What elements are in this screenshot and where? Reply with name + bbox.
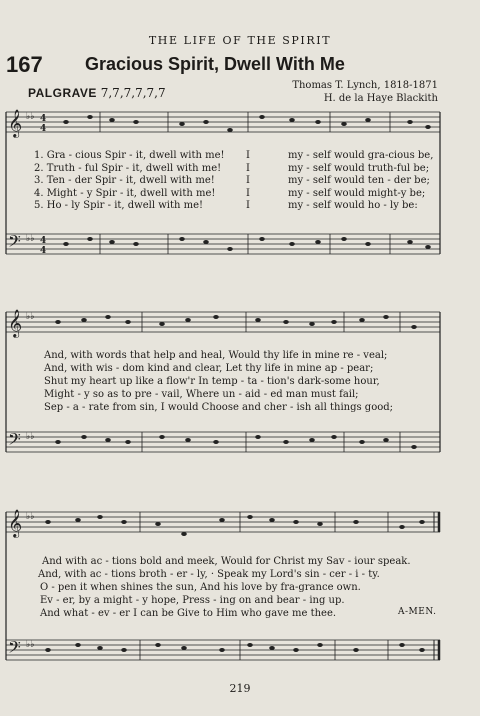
composer-credit: H. de la Haye Blackith	[323, 93, 438, 104]
bass-clef-icon: 𝄢	[8, 429, 21, 453]
author-credit: Thomas T. Lynch, 1818-1871	[292, 80, 438, 91]
meter: 7,7,7,7,7,7	[100, 86, 166, 100]
bass-clef-icon: 𝄢	[8, 231, 21, 255]
lyric-line: Might - y so as to pre - vail, Where un - aid - ed man must fail;	[44, 389, 359, 400]
lyric-line: Ev - er, by a might - y hope, Press - ing on and bear - ing up.	[40, 595, 345, 606]
verse-row: 2. Truth - ful Spir - it, dwell with me! I my - self would truth-ful be;	[34, 162, 430, 174]
verse-table-1	[34, 150, 433, 213]
treble-clef-icon: 𝄞	[8, 309, 23, 337]
section-header: THE LIFE OF THE SPIRIT	[148, 34, 332, 47]
lyric-line: Shut my heart up like a flow'r In temp - ta - tion's dark-some hour,	[44, 376, 380, 387]
lyric-line: And, with ac - tions broth - er - ly, · Speak my Lord's sin - cer - i - ty.	[38, 569, 380, 580]
tune-line	[28, 86, 166, 100]
svg-text:4: 4	[40, 236, 47, 246]
lyric-line: And what - ev - er I can be Give to Him who gave me thee.	[40, 608, 337, 619]
svg-text:4: 4	[40, 246, 47, 256]
bass-clef-icon: 𝄢	[8, 637, 21, 661]
tune-name: PALGRAVE	[28, 86, 97, 100]
svg-text:♭♭: ♭♭	[26, 512, 35, 522]
svg-text:♭♭: ♭♭	[26, 432, 35, 442]
amen-label: A-MEN.	[398, 607, 437, 617]
treble-clef-icon: 𝄞	[8, 109, 23, 137]
lyric-line: And, with words that help and heal, Would thy life in mine re - veal;	[44, 350, 388, 361]
lyric-line: And with ac - tions bold and meek, Would for Christ my Sav - iour speak.	[42, 556, 411, 567]
svg-text:4: 4	[40, 124, 47, 134]
lyric-line: Sep - a - rate from sin, I would Choose and cher - ish all things good;	[44, 402, 394, 413]
verse-row: 1. Gra - cious Spir - it, dwell with me! I my - self would gra-cious be,	[34, 150, 434, 161]
svg-text:♭♭: ♭♭	[26, 312, 35, 322]
svg-text:♭♭: ♭♭	[26, 640, 35, 650]
svg-text:♭♭: ♭♭	[26, 112, 35, 122]
verse-row: 5. Ho - ly Spir - it, dwell with me! I my - self would ho - ly be:	[34, 200, 418, 211]
page-number: 219	[229, 682, 251, 695]
verse-row: 4. Might - y Spir - it, dwell with me! I my - self would might-y be;	[34, 187, 426, 199]
hymn-number: 167	[6, 52, 43, 77]
lyric-line: O - pen it when shines the sun, And his love by fra-grance own.	[40, 582, 361, 593]
svg-text:♭♭: ♭♭	[26, 234, 35, 244]
treble-clef-icon: 𝄞	[8, 509, 23, 537]
svg-text:4: 4	[40, 114, 47, 124]
lyric-line: And, with wis - dom kind and clear, Let thy life in mine ap - pear;	[44, 363, 374, 374]
verse-row: 3. Ten - der Spir - it, dwell with me! I my - self would ten - der be;	[34, 175, 430, 186]
hymn-title: Gracious Spirit, Dwell With Me	[85, 54, 345, 74]
